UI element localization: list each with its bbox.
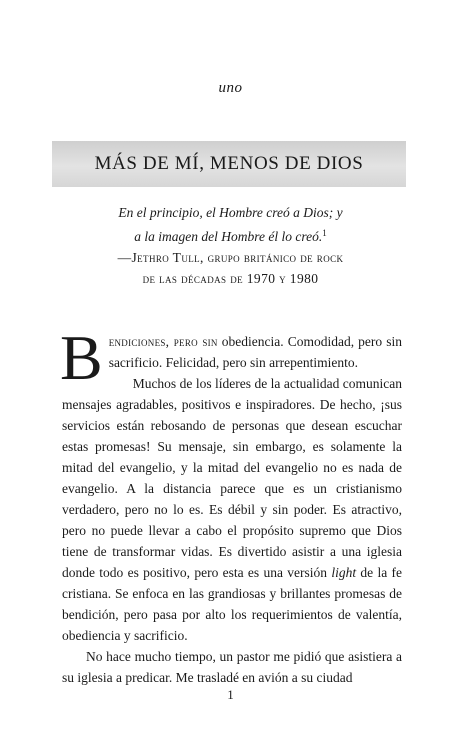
lead-small-caps: endiciones, pero sin [108,334,218,349]
footnote-marker: 1 [322,228,327,238]
epigraph-attribution-line-1: —Jethro Tull, grupo británico de rock [117,250,344,265]
drop-cap: B [60,322,103,393]
epigraph-attribution-line-2: de las décadas de 1970 y 1980 [142,271,319,286]
paragraph-1-text: obediencia. Comodidad, pero sin sacrificio. Felicidad, pero sin arrepentimiento. [108,334,402,370]
paragraph-2-text: Muchos de los líderes de la actualidad comunican mensajes agradables, positivos e inspiradores. De hecho, ¡sus servicios están rebosando de personas que desean escuchar estas promesas! Su mensaje, sin embargo, es solamente la mitad del evangelio, y la mitad del evangelio no es nada de evangelio. A la distancia parece que es un cristianismo verdadero, pero no lo es. Es débil y sin poder. Es atractivo, pero no puede llevar a cabo el propósito supremo que Dios tiene de transformar vidas. Es divertido asistir a una iglesia donde todo es positivo, pero esta es una versión [62,376,402,580]
epigraph [40,202,421,289]
chapter-number: uno [218,80,243,96]
epigraph-quote-line-1: En el principio, el Hombre creó a Dios; y [118,205,343,220]
epigraph-quote-line-2 [40,223,421,247]
paragraph-2-italic: light [331,565,357,580]
chapter-title-band [52,141,406,187]
paragraph-1 [60,322,402,393]
paragraph-2 [62,373,402,646]
body-text [60,322,402,688]
chapter-title: MÁS DE MÍ, MENOS DE DIOS [94,153,364,174]
paragraph-3: No hace mucho tiempo, un pastor me pidió que asistiera a su iglesia a predicar. Me trasladé en avión a su ciudad [62,649,402,685]
paragraph-2-end: de la fe cristiana. Se enfoca en las grandiosas y brillantes promesas de bendición, pero pasa por alto los requerimientos de valentía, obediencia y sacrificio. [62,565,402,643]
page-number: 1 [227,687,234,702]
epigraph-quote-text: a la imagen del Hombre él lo creó. [134,229,323,244]
